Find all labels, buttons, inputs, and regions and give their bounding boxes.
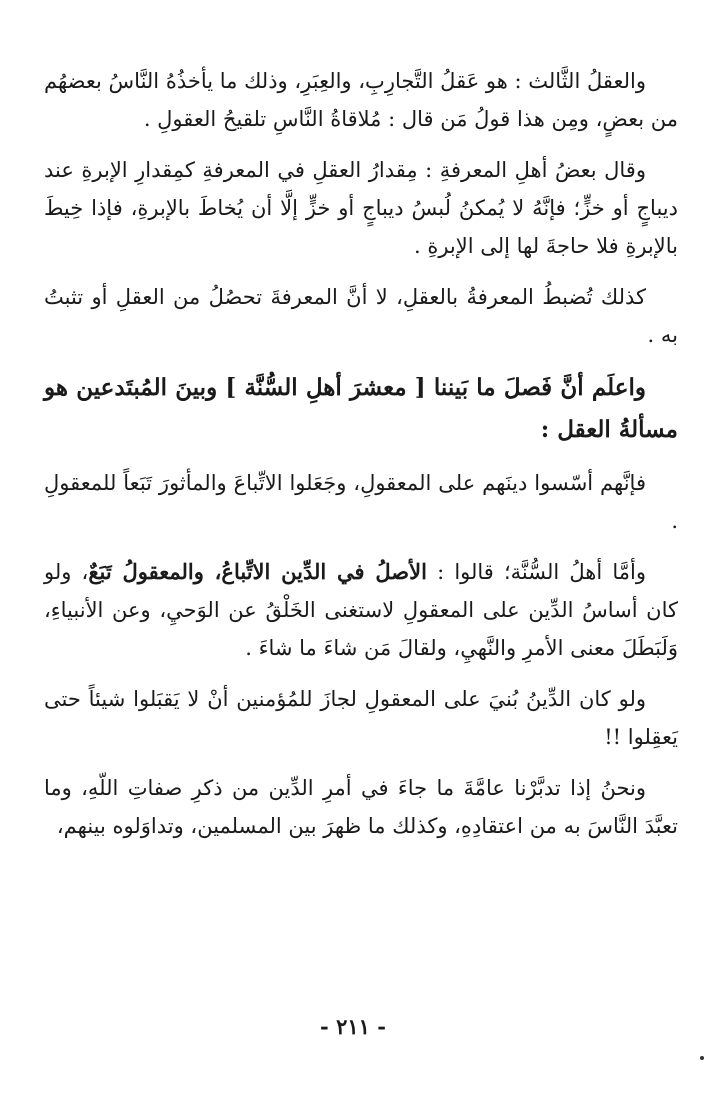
paragraph-knowledge-controlled: كذلك تُضبطُ المعرفةُ بالعقلِ، لا أنَّ المعرفةَ تحصُلُ من العقلِ أو تثبتُ به . [44, 285, 678, 347]
margin-dot [700, 1056, 704, 1060]
paragraph-contemplation: ونحنُ إذا تدبَّرْنا عامَّةَ ما جاءَ في أمرِ الدِّين من ذكرِ صفاتِ اللّهِ، وما تعبَّدَ النَّاسَ به من اعتقادِهِ، وكذلك ما ظهرَ بين المسلمين، وتداوَلوه بينهم، [44, 776, 678, 838]
paragraph-religion-on-reason: ولو كان الدِّينُ بُنيَ على المعقولِ لجازَ للمُؤمنين أنْ لا يَقبَلوا شيئاً حتى يَعقِلوا !! [44, 687, 678, 749]
paragraph-needle-analogy: وقال بعضُ أهلِ المعرفةِ : مِقدارُ العقلِ في المعرفةِ كمِقدارِ الإبرةِ عند ديباجٍ أو خزٍّ؛ فإنَّهُ لا يُمكنُ لُبسُ ديباجٍ أو خزٍّ إلَّا أن يُخاطَ بالإبرةِ، فإذا خِيطَ بالإبرةِ فلا حاجةَ لها إلى الإبرةِ . [44, 158, 678, 258]
paragraph-third-intellect: والعقلُ الثَّالث : هو عَقلُ التَّجارِبِ، والعِبَرِ، وذلك ما يأخذُهُ النَّاسُ بعضهُم من بعضٍ، ومِن هذا قولُ مَن قال : مُلاقاةُ النَّاسِ تلقيحُ العقولِ . [44, 69, 678, 131]
paragraph-innovators-basis: فإنَّهم أسّسوا دينَهم على المعقولِ، وجَعَلوا الاتِّباعَ والمأثورَ تَبَعاً للمعقولِ . [44, 471, 678, 533]
paragraph-heading-difference: واعلَم أنَّ فَصلَ ما بَيننا [ معشرَ أهلِ السُّنَّة ] وبينَ المُبتَدعين هو مسألةُ العقل : [44, 374, 678, 443]
paragraph-ahl-sunna [44, 553, 678, 667]
ahl-sunna-lead: وأمَّا أهلُ السُّنَّة؛ قالوا : [426, 560, 646, 584]
ahl-sunna-rest: ، ولو كان أساسُ الدِّين على المعقولِ لاستغنى الخَلْقُ عن الوَحيِ، وعن الأنبياءِ، وَلَبَطَلَ معنى الأمرِ والنَّهيِ، ولقالَ مَن شاءَ ما شاءَ . [44, 560, 678, 660]
ahl-sunna-principle: الأصلُ في الدِّين الاتِّباعُ، والمعقولُ تَبَعٌ [88, 559, 427, 584]
page-number: - ٢١١ - [320, 1014, 386, 1039]
page-body [44, 62, 678, 845]
